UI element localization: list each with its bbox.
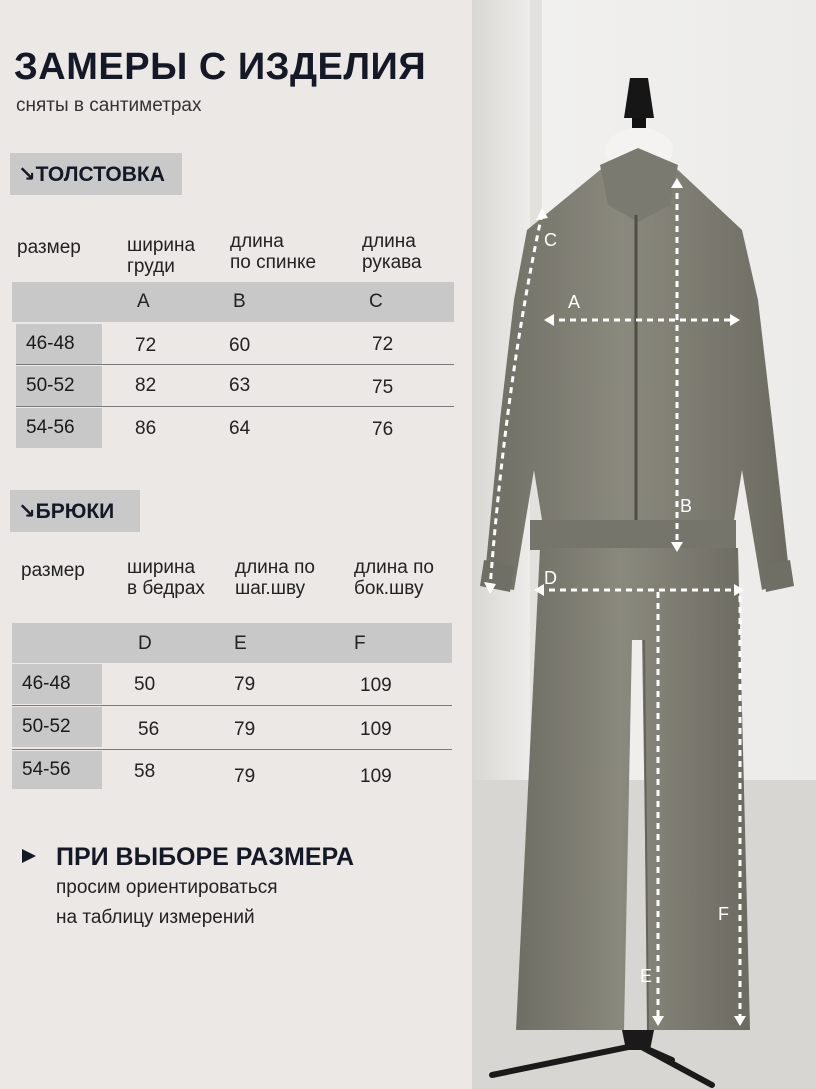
hoodie-value: 76 (372, 419, 394, 440)
hoodie-header-sleeve-length: длина рукава (362, 231, 422, 273)
row-divider (16, 364, 454, 365)
hoodie-size-cell: 50-52 (16, 366, 102, 406)
pants-value: 109 (360, 675, 392, 696)
hoodie-value: 75 (372, 377, 394, 398)
note-line-1: просим ориентироваться (56, 877, 278, 898)
label-e: E (640, 966, 653, 986)
pants-size-cell: 46-48 (12, 664, 102, 704)
section-tag-pants: ↘БРЮКИ (10, 490, 140, 532)
pants-value: 109 (360, 719, 392, 740)
pants-header-side-length: длина по бок.шву (354, 557, 434, 599)
hoodie-header-back-length: длина по спинке (230, 231, 317, 273)
pants-header-size: размер (21, 560, 85, 581)
hoodie-value: 64 (229, 418, 251, 439)
hoodie-value: 72 (372, 334, 394, 355)
note-title: ПРИ ВЫБОРЕ РАЗМЕРА (56, 843, 355, 871)
hoodie-size-cell: 46-48 (16, 324, 102, 364)
section-tag-hoodie: ↘ТОЛСТОВКА (10, 153, 182, 195)
hoodie-value: 63 (229, 375, 251, 396)
hoodie-value: 72 (135, 335, 157, 356)
page-title: ЗАМЕРЫ С ИЗДЕЛИЯ (14, 46, 427, 88)
hoodie-size-cell: 54-56 (16, 408, 102, 448)
row-divider (12, 749, 452, 750)
pants-value: 109 (360, 766, 392, 787)
pants-letter-e: E (234, 633, 247, 654)
hoodie-value: 60 (229, 335, 251, 356)
pants-value: 79 (234, 719, 256, 740)
hoodie-letter-c: C (369, 291, 383, 312)
mannequin-illustration (472, 0, 816, 1089)
pants-value: 56 (138, 719, 160, 740)
pants-letter-f: F (354, 633, 366, 654)
label-c: C (544, 230, 557, 250)
pants-header-inseam: длина по шаг.шву (235, 557, 315, 599)
pants-value: 58 (134, 761, 156, 782)
hoodie-header-chest: ширина груди (127, 235, 196, 277)
row-divider (12, 705, 452, 706)
pants-value: 50 (134, 674, 156, 695)
hoodie-letter-a: A (137, 291, 150, 312)
note-line-2: на таблицу измерений (56, 907, 255, 928)
label-a: A (568, 292, 581, 312)
pants-value: 79 (234, 766, 256, 787)
pants-size-cell: 54-56 (12, 751, 102, 789)
play-bullet-icon (22, 849, 36, 863)
hoodie-value: 86 (135, 418, 157, 439)
product-photo (472, 0, 816, 1089)
label-b: B (680, 496, 693, 516)
pants-letter-d: D (138, 633, 152, 654)
pants-header-hip: ширина в бедрах (127, 557, 205, 599)
pants-value: 79 (234, 674, 256, 695)
label-d: D (544, 568, 557, 588)
row-divider (16, 406, 454, 407)
hoodie-letter-b: B (233, 291, 246, 312)
pants-size-cell: 50-52 (12, 707, 102, 747)
page-subtitle: сняты в сантиметрах (16, 95, 202, 116)
label-f: F (718, 904, 729, 924)
pants-letter-band (12, 623, 452, 663)
hoodie-header-size: размер (17, 237, 81, 258)
hoodie-value: 82 (135, 375, 157, 396)
